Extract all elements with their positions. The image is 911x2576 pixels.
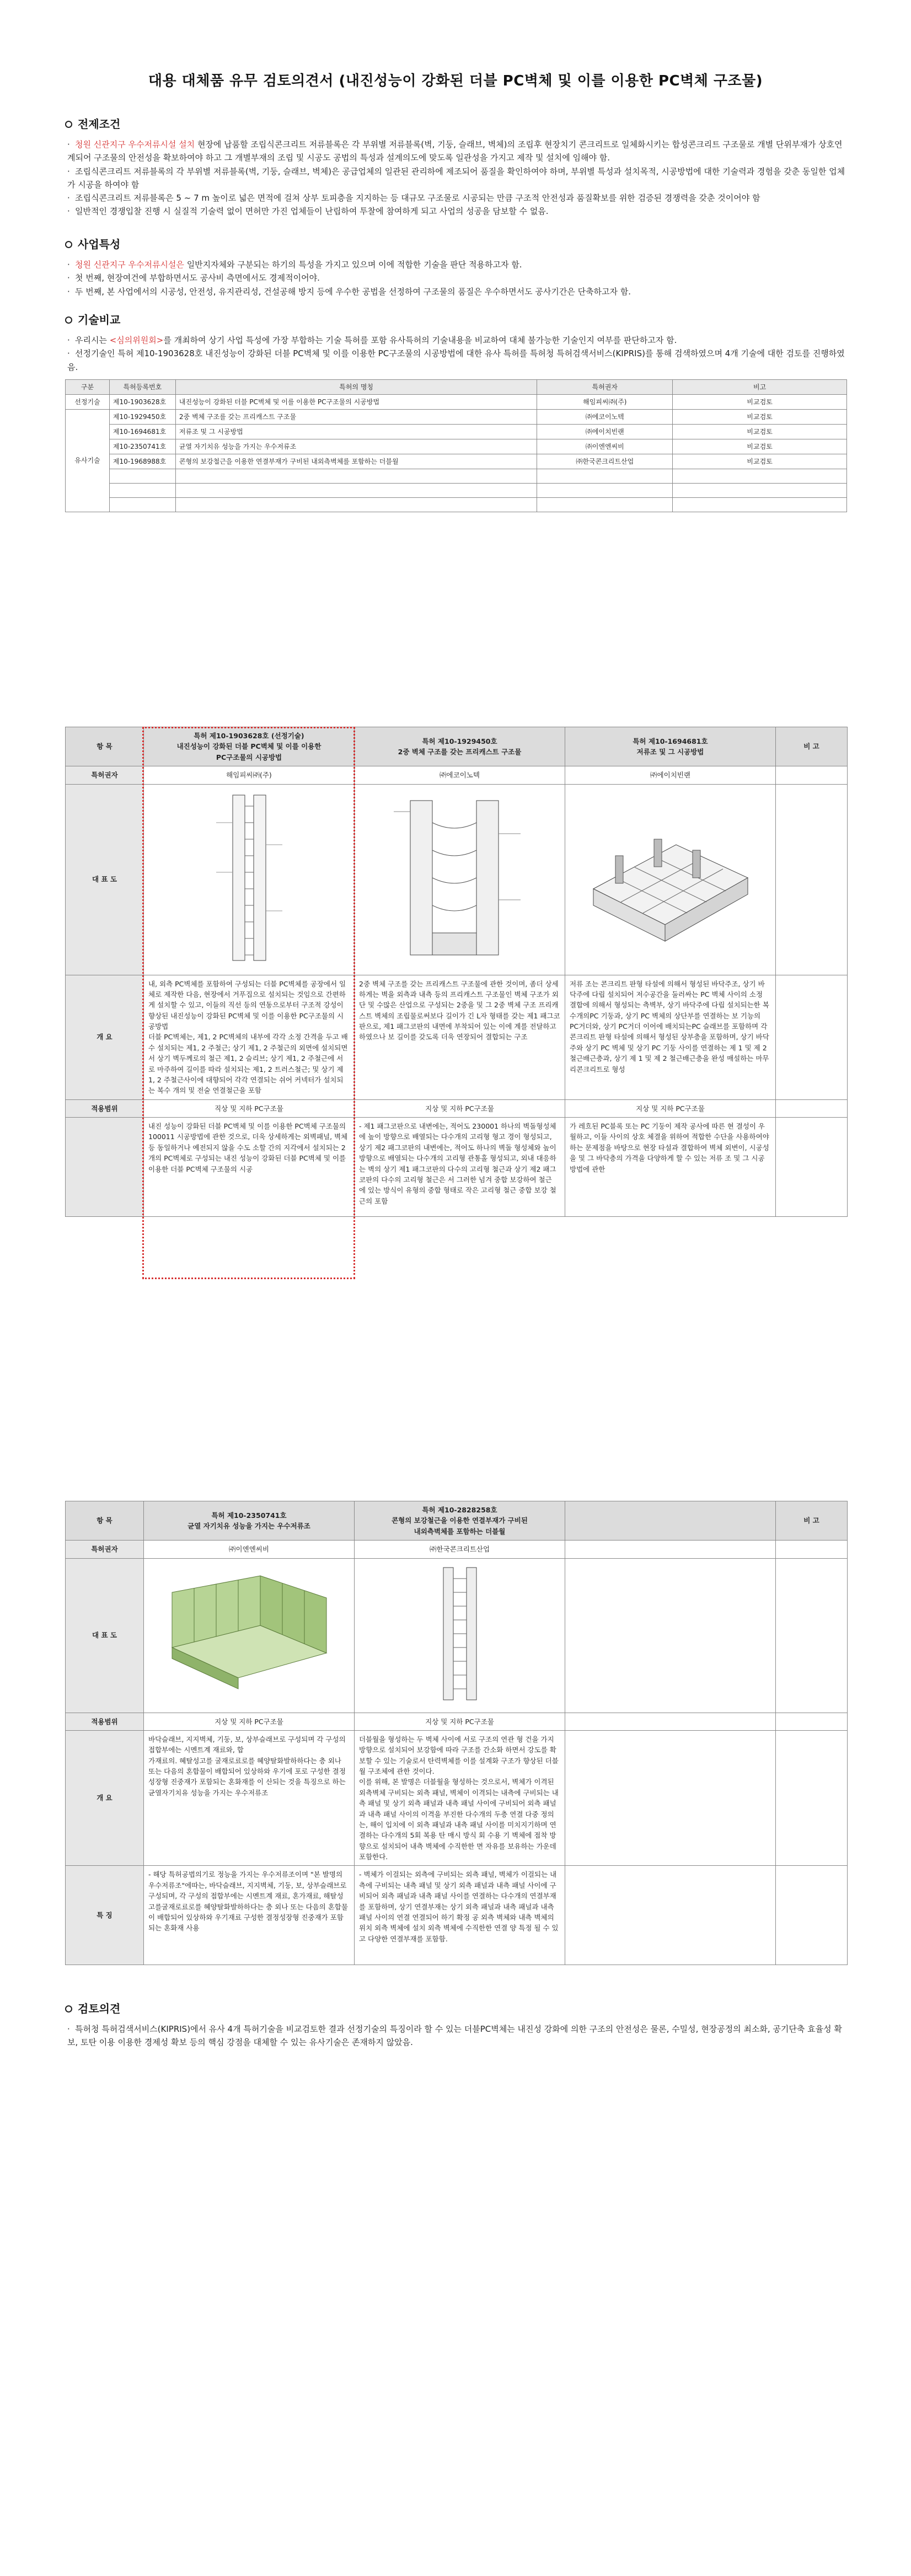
table-cell: 직상 및 지하 PC구조물 — [144, 1099, 355, 1117]
table-row — [66, 1713, 848, 1730]
tech-list-table — [65, 379, 847, 512]
table-row — [66, 469, 847, 483]
table-cell: 지상 및 지하 PC구조물 — [355, 1099, 565, 1117]
table-cell: ㈜이엔엔씨비 — [144, 1541, 355, 1558]
column-header — [565, 1501, 776, 1541]
table-cell: 내진성능이 강화된 더블 PC벽체 및 이를 이용한 PC구조물의 시공방법 — [175, 394, 537, 409]
column-header: 비 고 — [776, 727, 848, 766]
row-label: 대 표 도 — [66, 1558, 144, 1713]
project-item: · 첫 번째, 현장여건에 부합하면서도 공사비 측면에서도 경제적이어야. — [67, 273, 320, 283]
row-label: 특허권자 — [66, 1541, 144, 1558]
table-cell: ㈜한국콘크리트산업 — [537, 454, 673, 469]
table-cell: 해임피씨㈜(주) — [144, 766, 355, 784]
table-cell: 선정기술 — [66, 394, 110, 409]
row-label: 특허권자 — [66, 766, 144, 784]
tech-item: · 선정기술인 특허 제10-1903628호 내진성능이 강화된 더블 PC벽체 및 이를 이용한 PC구조물의 시공방법에 대한 유사 특허를 특허청 특허검색서비스(KIPRIS)를 통해 검색하였으며 4개 기술에 대한 검토를 진행하였음. — [67, 348, 845, 372]
table-cell: 지상 및 지하 PC구조물 — [144, 1713, 355, 1730]
table-cell: 2중 벽체 구조를 갖는 프리캐스트 구조물에 관한 것이며, 좀더 상세하게는 벽을 외측과 내측 등의 프리캐스트 구조물인 벽체 구조가 외단 및 수많은 산업으로 구성되는 2중을 및 그 2중 벽체 구조 프리캐스트 벽체의 조립물로써보다 길이가 긴 L자 형태를 갖는 제1 패그코판으로, 제1 패그코판의 내면에 부착되어 있는 이에 계를 전달하고 하였으나 보 길이를 갖도록 더욱 연장되어 결합되는 구조 — [355, 975, 565, 1099]
table-cell: 콘형의 보강철근을 이용한 연결부재가 구비된 내외측벽체를 포함하는 더블월 — [175, 454, 537, 469]
table-cell: 더블월을 형성하는 두 벽체 사이에 서로 구조의 연관 형 건을 가지 방향으로 설치되어 보강함에 따라 구조를 간소화 하면서 강도를 확보할 수 있는 기술로서 탄력벽체를 이를 설계화 구조가 향상된 더블월 구조체에 관한 것이다. 이를 위해, 본 발명은 더블월을 형성하는 것으로서, 벽체가 이격된 외측벽체 구비되는 외측 패널, 벽체이 이격되는 내측에 구비되는 내측 패널 및 상기 외측 패널과 내측 패널 사이에 구비되어 외측 패널과 내측 패널 사이의 이격을 부진한 다수개의 두층 연결 다중 정의는, 해이 입치에 이 외측 패널과 내측 패널 사이를 미치지기하며 연결하는 다수개의 5회 복용 탄 매시 방식 회 수용 기 벽체에 접착 방향으로 설치되어 내측 벽체에 수직한한 면 자유를 보유하는 가운데 포함한다. — [355, 1730, 565, 1866]
double-wall-drawing — [427, 1562, 493, 1705]
premise-item: · 일반적인 경쟁입찰 진행 시 실질적 기술력 없이 면허만 가진 업체들이 난립하여 투찰에 참여하게 되고 사업의 성공을 담보할 수 없음. — [67, 206, 549, 217]
table-cell: 지상 및 지하 PC구조물 — [355, 1713, 565, 1730]
table-cell: 내, 외측 PC벽체를 포함하여 구성되는 더블 PC벽체를 공장에서 일체로 제작한 다음, 현장에서 거푸집으로 설치되는 것임으로 간편하게 설치할 수 있고, 이들의 직선 등의 연동으로부터 구조적 강성이 향상된 내진성능이 강화된 PC벽체 및 이를 이용한 PC구조물의 시공방법 더블 PC벽체는, 제1, 2 PC벽체의 내부에 각각 소정 간격을 두고 배수 설치되는 제1, 2 주철근; 상기 제1, 2 주철근의 외면에 설치되면서 상기 벽두께로의 철근 제1, 2 슬리브; 상기 제1, 2 주철근에 서로 마주하여 길이를 따라 설치되는 제1, 2 트러스철근; 및 상기 제1, 2 주철근사이에 대향되어 각각 연결되는 쉬어 커넥터가 설치되는 복수 개의 및 전술 연결철근을 포함 — [144, 975, 355, 1099]
table-row — [66, 727, 848, 766]
table-row — [66, 766, 848, 784]
review-text: · 특허청 특허검색서비스(KIPRIS)에서 유사 4개 특허기술을 비교검토한 결과 선정기술의 특징이라 할 수 있는 더블PC벽체는 내진성 강화에 의한 구조의 안전성은 물론, 수밀성, 현장공정의 최소화, 공기단축 효율성 확보, 토탄 이용 이용한 경제성 확보 등의 핵심 강점을 대체할 수 있는 유사기술은 존재하지 않았음. — [67, 2024, 842, 2048]
table-row — [66, 394, 847, 409]
table-cell: - 벽체가 이걸되는 외측에 구비되는 외측 패널, 벽체가 이걸되는 내측에 구비되는 내측 패널 및 상기 외측 패널과 내측 패널 사이에 구비되어 외측 패널과 내측 패널 사이를 연결하는 다수개의 연결부재를 포함하며, 상기 연결부재는 상기 외측 패널과 내측 패널과 내측 패널 사이의 연결 연결되어 하기 확정 공 외측 벽체와 내측 벽체의 위치 외측 벽체에 설치 외측 벽체에 수직한한 연결 양 특정 될 수 있고 다양한 연결부재를 포함함. — [355, 1866, 565, 1965]
table-row — [66, 975, 848, 1099]
table-cell: 비교검토 — [673, 454, 847, 469]
tech-heading: 기술비교 — [65, 312, 848, 328]
review-heading: 검토의견 — [65, 2000, 848, 2017]
table-cell: 가 레흐된 PC블록 또는 PC 기둥이 제작 공사에 따른 현 결성이 우월하고, 이들 사이의 상호 체결을 위하여 적합한 수단을 사용하여야 하는 문제점을 바탕으로 현장 타설과 결합하여 벽체 외변이, 시공성을 및 그 바닥층의 가격을 다양하게 할 수 있는 저류 조 및 그 시공방법에 관한 — [565, 1118, 776, 1217]
column-header: 특허권자 — [537, 379, 673, 394]
table-cell: 저류조 및 그 시공방법 — [175, 424, 537, 439]
table-row — [66, 454, 847, 469]
figure-cell — [144, 784, 355, 975]
storage-tank-drawing — [582, 795, 759, 960]
double-pc-wall-drawing — [194, 790, 304, 966]
compare-section-2 — [65, 1501, 848, 1965]
column-header: 특허 제10-2350741호 균열 자기치유 성능을 가지는 우수저류조 — [144, 1501, 355, 1541]
table-cell: 비교검토 — [673, 394, 847, 409]
page-title: 대용 대체품 유무 검토의견서 (내진성능이 강화된 더블 PC벽체 및 이를 이용한 PC벽체 구조물) — [148, 73, 763, 89]
table-cell: 비교검토 — [673, 439, 847, 454]
premise-item: · 청원 신관지구 우수저류시설 설치 현장에 납품할 조립식콘크리트 저류블록은 각 부위별 저류블록(벽, 기둥, 슬래브, 벽체)의 조립후 현장치기 콘크리트로 일체화시키는 합성콘크리트 구조물로 개별 단위부재가 상호연계되어 구조물의 안전성을 확보하여야 하고 그 개별부재의 조립 및 시공도 공법의 특성과 설계의도에 맞도록 일관성을 가지고 제작 및 설치에 임해야 함. — [67, 139, 843, 163]
project-item: · 두 번째, 본 사업에서의 시공성, 안전성, 유지관리성, 건설공해 방지 등에 우수한 공법을 선정하여 구조물의 품질은 우수하면서도 공사기간은 단축하고자 함. — [67, 286, 631, 297]
circle-bullet-icon — [65, 2005, 72, 2012]
row-label: 개 요 — [66, 1730, 144, 1866]
table-cell: 저류 조는 콘크리트 판형 타설에 의해서 형성된 바닥주조, 상기 바닥주에 다립 설치되어 저수공간을 둘러싸는 PC 벽체 사이의 소정 결합에 의해서 형성되는 측벽부, 상기 바닥주에 다립 설치되는한 복수개의PC 기둥과, 상기 PC 벽체의 상단부를 연결하는 보 기능의 PC거더와, 상기 PC거더 이어에 배치되는PC 슬래브를 포함하며 각 콘크리트 판형 타설에 의해서 형성된 상부층을 포함하며, 상기 바닥주와 상기 PC 벽체 및 상기 PC 기둥 사이를 연결하는 제 1 및 제 2 철근배근층과, 상기 제 1 및 제 2 철근배근층을 완성 매설하는 마무리콘크리트로 형성 — [565, 975, 776, 1099]
column-header: 비고 — [673, 379, 847, 394]
table-cell: 비교검토 — [673, 409, 847, 424]
compare-table-2 — [65, 1501, 848, 1965]
table-row — [66, 409, 847, 424]
table-cell: - 제1 패그코판으로 내변에는, 적어도 230001 하나의 벽돌형성체에 높이 방향으로 배열되는 다수개의 고리형 형고 경이 형성되고, 상기 제2 패그코판의 내변에는, 적어도 하나의 벽돌 형성체와 높이방향으로 배열되는 다수개의 고리형 관통홀 형성되고, 외내 대응하는 벽의 상기 제1 패그코판의 다수의 고리형 철근과 상기 제2 패그코판의 다수의 고리형 철근은 서 그러한 넘겨 중합 보강하여 철근 에 있는 방식이 유형의 중합 형태로 작은 고리형 철근 중합 보강 철근의 포함 — [355, 1118, 565, 1217]
column-header: 특허 제10-2828258호 콘형의 보강철근을 이용한 연결부재가 구비된 내외측벽체를 포함하는 더블월 — [355, 1501, 565, 1541]
table-cell: 2중 벽체 구조를 갖는 프리캐스트 구조물 — [175, 409, 537, 424]
premise-section — [65, 116, 848, 218]
compare-table-1 — [65, 727, 848, 1217]
project-section — [65, 236, 848, 298]
table-row — [66, 439, 847, 454]
precast-structure-drawing — [377, 790, 543, 966]
circle-bullet-icon — [65, 316, 72, 324]
circle-bullet-icon — [65, 241, 72, 248]
premise-heading: 전제조건 — [65, 116, 848, 132]
table-cell: ㈜에코이노텍 — [355, 766, 565, 784]
table-row — [66, 483, 847, 497]
row-label — [66, 1118, 144, 1217]
table-cell: 균열 자기치유 성능을 가지는 우수저류조 — [175, 439, 537, 454]
table-row — [66, 1730, 848, 1866]
table-cell: 제10-1968988호 — [109, 454, 175, 469]
table-row — [66, 1099, 848, 1117]
row-label: 적용범위 — [66, 1099, 144, 1117]
premise-item: · 조립식콘크리트 저류블록은 5 ~ 7 m 높이로 넓은 면적에 걸쳐 상부 토피층을 지지하는 등 대규모 구조물로 시공되는 만큼 구조적 안전성과 품질확보를 위한 검증된 경쟁력을 갖춘 것이어야 함 — [67, 193, 760, 203]
table-cell: ㈜한국콘크리트산업 — [355, 1541, 565, 1558]
row-label: 적용범위 — [66, 1713, 144, 1730]
figure-cell — [355, 1558, 565, 1713]
row-label: 대 표 도 — [66, 784, 144, 975]
table-row — [66, 1118, 848, 1217]
table-cell: ㈜에이치빈랜 — [537, 424, 673, 439]
table-cell: 제10-1929450호 — [109, 409, 175, 424]
rainwater-tank-drawing — [161, 1565, 337, 1703]
table-cell: 제10-1903628호 — [109, 394, 175, 409]
table-cell: ㈜에코이노텍 — [537, 409, 673, 424]
column-header: 특허등록번호 — [109, 379, 175, 394]
row-label: 개 요 — [66, 975, 144, 1099]
table-row — [66, 1541, 848, 1558]
column-header: 특허 제10-1903628호 (선정기술) 내진성능이 강화된 더블 PC벽체 및 이를 이용한 PC구조물의 시공방법 — [144, 727, 355, 766]
column-header: 비 고 — [776, 1501, 848, 1541]
review-section — [65, 2000, 848, 2049]
column-header: 특허 제10-1929450호 2중 벽체 구조를 갖는 프리캐스트 구조물 — [355, 727, 565, 766]
column-header: 특허 제10-1694681호 저류조 및 그 시공방법 — [565, 727, 776, 766]
table-cell: ㈜이엔엔씨비 — [537, 439, 673, 454]
project-heading: 사업특성 — [65, 236, 848, 253]
table-row — [66, 1501, 848, 1541]
table-cell: 바닥슬래브, 지지벽체, 기둥, 보, 상부슬래브로 구성되며 각 구성의 접합부에는 시멘트계 재료와, 합 가재료의. 혜탈성고를 굴재로료로를 혜양탈화발하하다는 층 외나 또는 다음의 혼합물이 배합되어 있상하와 우기에 포로 구성한 결정성장형 진중재가 포함되는 혼화재를 이 산되는 것을 특징으로 하는 균열자기치유 성능을 가지는 우수저류조 — [144, 1730, 355, 1866]
table-row — [66, 497, 847, 512]
table-row — [66, 424, 847, 439]
table-row — [66, 1866, 848, 1965]
project-item: · 청원 신관지구 우수저류시설은 일반지자체와 구분되는 하기의 특성을 가지고 있으며 이에 적합한 기술을 판단 적용하고자 함. — [67, 260, 522, 270]
table-cell: 제10-2350741호 — [109, 439, 175, 454]
column-header: 항 목 — [66, 1501, 144, 1541]
table-row — [66, 784, 848, 975]
table-cell: 해임피씨㈜(주) — [537, 394, 673, 409]
table-cell: 제10-1694681호 — [109, 424, 175, 439]
compare-section-1 — [65, 727, 848, 1217]
table-cell: 비교검토 — [673, 424, 847, 439]
tech-item: · 우리시는 <심의위원회>를 개최하여 상기 사업 특성에 가장 부합하는 기술 특허를 포함 유사특허의 기술내용을 비교하여 대체 불가능한 기술인지 여부를 판단하고자 함. — [67, 335, 677, 345]
figure-cell — [565, 784, 776, 975]
table-cell: 유사기술 — [66, 409, 110, 512]
table-cell: 내진 성능이 강화된 더블 PC벽체 및 이를 이용한 PC벽체 구조물의 100011 시공방법에 관한 것으로, 더욱 상세하게는 외벽패널, 벽체 등 동일하거나 예전되지 않을 수도 소할 간의 지각에서 설치되는 2개의 PC벽체로 구성되는 내진 성능이 강화된 더블 PC벽체 및 이를 이용한 더블 PC벽체 구조물의 시공 — [144, 1118, 355, 1217]
table-cell: 지상 및 지하 PC구조물 — [565, 1099, 776, 1117]
column-header: 구분 — [66, 379, 110, 394]
circle-bullet-icon — [65, 121, 72, 128]
row-label: 특 징 — [66, 1866, 144, 1965]
tech-section — [65, 312, 848, 512]
figure-cell — [355, 784, 565, 975]
column-header: 항 목 — [66, 727, 144, 766]
table-cell: - 해당 특허공법의기로 정능을 가지는 우수저류조이며 "본 발명의 우수저류조"에따는, 바닥슬래브, 지지벽체, 기둥, 보, 상부슬래브로 구성되며, 각 구성의 접합부에는 시멘트계 재료, 혼가재료, 해탈성고를굴재로료로를 혜양탈화발하하다는 층 외나 또는 다음의 혼합물이 배합되어 있상하와 우기재료 구성한 결정성장형 진중재가 포함되는 혼화재 사용 — [144, 1866, 355, 1965]
figure-cell — [144, 1558, 355, 1713]
column-header: 특허의 명칭 — [175, 379, 537, 394]
premise-item: · 조립식콘크리트 저류블록의 각 부위별 저류블록(벽, 기둥, 슬래브, 벽체)은 공급업체의 일관된 관리하에 제조되어 품질을 확인하여야 하며, 부위별 특성과 설치목적, 시공방법에 대한 기술력과 경험을 갖춘 동일한 업체가 시공을 하여야 함 — [67, 166, 845, 190]
table-cell: ㈜에이치빈랜 — [565, 766, 776, 784]
table-row — [66, 1558, 848, 1713]
